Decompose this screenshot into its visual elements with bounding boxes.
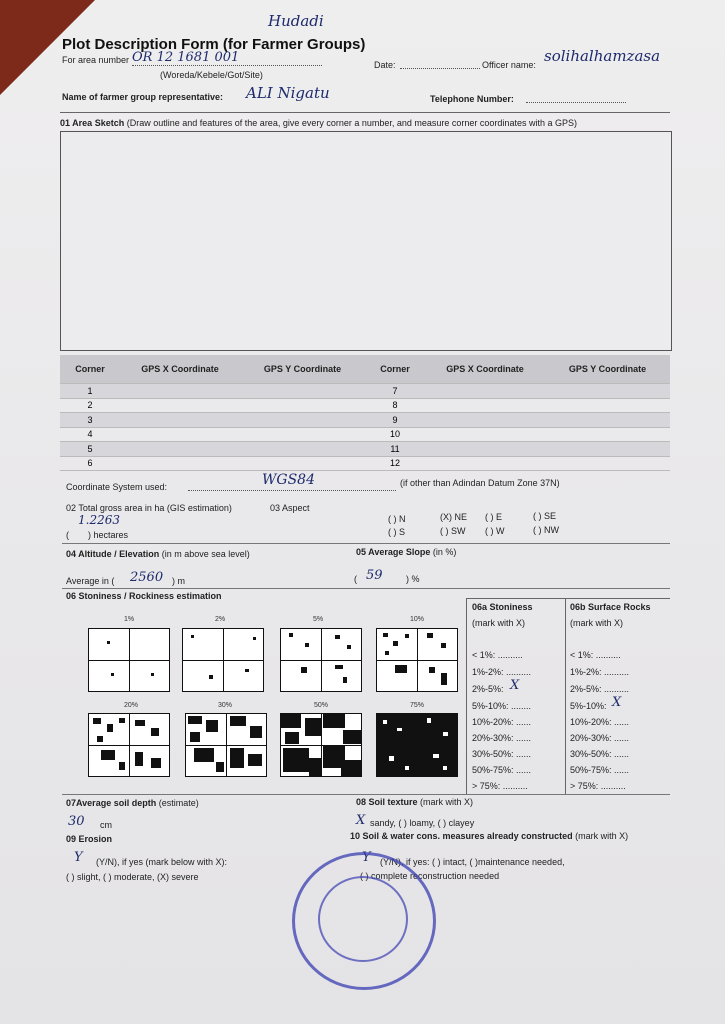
divider — [466, 598, 467, 794]
erosion-severity-options[interactable]: ( ) slight, ( ) moderate, (X) severe — [66, 872, 199, 882]
officer-name-label: Officer name: — [482, 60, 536, 70]
surface-rocks-option[interactable]: 5%-10%: — [570, 701, 607, 711]
stoniness-option[interactable]: 2%-5%: — [472, 684, 504, 694]
gps-y-cell[interactable] — [545, 456, 670, 471]
col-header-gps-x-right: GPS X Coordinate — [425, 355, 545, 384]
aspect-label: 03 Aspect — [270, 503, 310, 513]
surface-rocks-option[interactable]: 1%-2%: .......... — [570, 667, 630, 677]
divider — [565, 598, 566, 794]
gps-y-cell[interactable] — [545, 384, 670, 399]
coordinate-system-line — [188, 490, 396, 491]
soil-depth-label — [66, 798, 199, 808]
erosion-options-line1: (Y/N), if yes (mark below with X): — [96, 857, 228, 867]
gross-area-unit: ) hectares — [88, 530, 129, 540]
col-header-corner: Corner — [60, 355, 120, 384]
table-row — [60, 384, 670, 399]
soil-texture-mark[interactable]: X — [356, 813, 366, 828]
area-sketch-title: 01 Area Sketch — [60, 118, 125, 128]
divider — [62, 588, 670, 589]
col-header-corner-right: Corner — [365, 355, 425, 384]
soil-texture-label — [356, 797, 473, 807]
corner-number: 12 — [365, 456, 425, 471]
conservation-options-line2[interactable]: ( ) complete reconstruction needed — [360, 871, 500, 881]
surface-rocks-option[interactable]: < 1%: .......... — [570, 650, 621, 660]
surface-rocks-option[interactable]: 30%-50%: ...... — [570, 749, 630, 759]
table-row — [60, 398, 670, 413]
corner-number: 9 — [365, 413, 425, 428]
coordinate-system-note: (if other than Adindan Datum Zone 37N) — [400, 478, 560, 488]
conservation-value[interactable]: Y — [362, 850, 371, 865]
gross-area-label: 02 Total gross area in ha (GIS estimation) — [66, 503, 232, 513]
table-row — [60, 413, 670, 428]
stoniness-grid-20-percent — [88, 713, 170, 777]
telephone-field[interactable] — [526, 102, 626, 103]
stoniness-column-hint: (mark with X) — [472, 618, 526, 628]
conservation-title: 10 Soil & water cons. measures already constructed — [350, 831, 573, 841]
gps-y-cell[interactable] — [545, 413, 670, 428]
soil-depth-unit: cm — [100, 820, 112, 830]
date-label: Date: — [374, 60, 396, 70]
table-header-row — [60, 355, 670, 384]
official-stamp-inner-ring — [318, 876, 408, 962]
gps-x-cell[interactable] — [425, 456, 545, 471]
stoniness-grid-30-percent — [185, 713, 267, 777]
stoniness-option[interactable]: 20%-30%: ...... — [472, 733, 532, 743]
soil-depth-value[interactable]: 30 — [68, 814, 85, 829]
stoniness-option[interactable]: > 75%: .......... — [472, 781, 528, 791]
corner-number: 2 — [60, 398, 120, 413]
coordinate-table — [60, 355, 670, 471]
grid-label-50: 50% — [314, 702, 329, 709]
surface-rocks-column-hint: (mark with X) — [570, 618, 624, 628]
col-header-gps-y: GPS Y Coordinate — [240, 355, 365, 384]
gps-y-cell[interactable] — [240, 442, 365, 457]
aspect-s[interactable]: ( ) S — [388, 527, 405, 537]
gps-x-cell[interactable] — [425, 398, 545, 413]
representative-label: Name of farmer group representative: — [62, 92, 224, 102]
stoniness-mark[interactable]: X — [510, 678, 520, 693]
divider — [60, 112, 670, 113]
grid-label-2: 2% — [215, 616, 226, 623]
gps-x-cell[interactable] — [425, 442, 545, 457]
surface-rocks-mark[interactable]: X — [612, 695, 622, 710]
corner-number: 1 — [60, 384, 120, 399]
table-row — [60, 442, 670, 457]
aspect-w[interactable]: ( ) W — [485, 526, 505, 536]
gps-x-cell[interactable] — [120, 413, 240, 428]
conservation-options-line1[interactable]: (Y/N), if yes: ( ) intact, ( )maintenance needed, — [380, 857, 565, 867]
surface-rocks-option[interactable]: 50%-75%: ...... — [570, 765, 630, 775]
officer-name-value[interactable]: solihalhamzasa — [544, 47, 661, 65]
erosion-value[interactable]: Y — [74, 850, 83, 865]
slope-prefix: ( — [354, 574, 357, 584]
form-title: Plot Description Form (for Farmer Groups) — [62, 36, 366, 53]
stoniness-option[interactable]: 30%-50%: ...... — [472, 749, 532, 759]
gps-x-cell[interactable] — [120, 398, 240, 413]
soil-texture-hint: (mark with X) — [420, 797, 474, 807]
gps-x-cell[interactable] — [120, 384, 240, 399]
divider — [466, 598, 670, 599]
altitude-average-label: Average in ( — [66, 576, 115, 586]
gps-y-cell[interactable] — [240, 398, 365, 413]
stoniness-grid-2-percent — [182, 628, 264, 692]
stoniness-option[interactable]: < 1%: .......... — [472, 650, 523, 660]
altitude-average-value[interactable]: 2560 — [130, 570, 164, 585]
gps-y-cell[interactable] — [240, 427, 365, 442]
divider — [62, 794, 670, 795]
corner-number: 10 — [365, 427, 425, 442]
area-number-label: For area number — [62, 55, 130, 65]
aspect-sw[interactable]: ( ) SW — [440, 526, 466, 536]
grid-label-75: 75% — [410, 702, 425, 709]
grid-label-20: 20% — [124, 702, 139, 709]
stoniness-grid-50-percent — [280, 713, 362, 777]
surface-rocks-option[interactable]: 2%-5%: .......... — [570, 684, 630, 694]
gps-x-cell[interactable] — [120, 442, 240, 457]
slope-suffix: ) % — [406, 574, 420, 584]
corner-number: 11 — [365, 442, 425, 457]
gps-y-cell[interactable] — [240, 413, 365, 428]
area-number-value[interactable]: OR 12 1681 001 — [132, 50, 322, 66]
stoniness-column-title: 06a Stoniness — [472, 602, 533, 612]
gps-y-cell[interactable] — [240, 384, 365, 399]
gps-y-cell[interactable] — [240, 456, 365, 471]
representative-value[interactable]: ALI Nigatu — [246, 84, 330, 102]
corner-number: 6 — [60, 456, 120, 471]
corner-number: 7 — [365, 384, 425, 399]
altitude-title: 04 Altitude / Elevation — [66, 549, 160, 559]
aspect-n[interactable]: ( ) N — [388, 514, 406, 524]
stoniness-option[interactable]: 5%-10%: ........ — [472, 701, 532, 711]
altitude-unit-hint: (in m above sea level) — [161, 549, 250, 559]
corner-number: 5 — [60, 442, 120, 457]
gross-area-open-paren: ( — [66, 530, 69, 540]
aspect-nw[interactable]: ( ) NW — [533, 525, 559, 535]
coordinate-system-value[interactable]: WGS84 — [262, 472, 315, 488]
col-header-gps-x: GPS X Coordinate — [120, 355, 240, 384]
stoniness-option[interactable]: 10%-20%: ...... — [472, 717, 532, 727]
surface-rocks-option[interactable]: > 75%: .......... — [570, 781, 626, 791]
aspect-ne[interactable]: (X) NE — [440, 512, 467, 522]
stoniness-grid-10-percent — [376, 628, 458, 692]
gps-x-cell[interactable] — [425, 413, 545, 428]
area-sketch-label — [60, 118, 577, 128]
gross-area-value[interactable]: 1.2263 — [78, 513, 120, 527]
corner-number: 3 — [60, 413, 120, 428]
surface-rocks-column-title: 06b Surface Rocks — [570, 602, 651, 612]
soil-texture-options[interactable]: sandy, ( ) loamy, ( ) clayey — [370, 818, 475, 828]
grid-label-10: 10% — [410, 616, 425, 623]
gps-x-cell[interactable] — [425, 427, 545, 442]
grid-label-5: 5% — [313, 616, 324, 623]
gps-x-cell[interactable] — [120, 456, 240, 471]
altitude-label — [66, 549, 250, 559]
area-number-hint: (Woreda/Kebele/Got/Site) — [160, 70, 263, 80]
stoniness-grid-75-percent — [376, 713, 458, 777]
stoniness-grid-1-percent — [88, 628, 170, 692]
gps-x-cell[interactable] — [120, 427, 240, 442]
slope-unit-hint: (in %) — [432, 547, 457, 557]
date-field[interactable] — [400, 68, 480, 69]
telephone-label: Telephone Number: — [430, 94, 514, 104]
area-sketch-box[interactable] — [60, 131, 672, 351]
gps-x-cell[interactable] — [425, 384, 545, 399]
soil-depth-title: 07Average soil depth — [66, 798, 157, 808]
soil-texture-title: 08 Soil texture — [356, 797, 418, 807]
corner-number: 8 — [365, 398, 425, 413]
stoniness-option[interactable]: 1%-2%: .......... — [472, 667, 532, 677]
slope-value[interactable]: 59 — [366, 568, 383, 583]
col-header-gps-y-right: GPS Y Coordinate — [545, 355, 670, 384]
corner-number: 4 — [60, 427, 120, 442]
stoniness-grid-5-percent — [280, 628, 362, 692]
conservation-hint: (mark with X) — [575, 831, 629, 841]
gps-y-cell[interactable] — [545, 442, 670, 457]
altitude-average-unit: ) m — [172, 576, 185, 586]
grid-label-1: 1% — [124, 616, 135, 623]
soil-depth-hint: (estimate) — [158, 798, 199, 808]
area-sketch-instruction: (Draw outline and features of the area, give every corner a number, and measure corner coordinates with a GPS) — [126, 118, 577, 128]
grid-label-30: 30% — [218, 702, 233, 709]
surface-rocks-option[interactable]: 10%-20%: ...... — [570, 717, 630, 727]
coordinate-system-label: Coordinate System used: — [66, 482, 168, 492]
slope-title: 05 Average Slope — [356, 547, 431, 557]
conservation-label — [350, 831, 628, 841]
aspect-se[interactable]: ( ) SE — [533, 511, 557, 521]
table-row — [60, 427, 670, 442]
gps-y-cell[interactable] — [545, 427, 670, 442]
surface-rocks-option[interactable]: 20%-30%: ...... — [570, 733, 630, 743]
stoniness-option[interactable]: 50%-75%: ...... — [472, 765, 532, 775]
slope-label — [356, 547, 456, 557]
divider — [62, 543, 670, 544]
erosion-label: 09 Erosion — [66, 834, 113, 844]
aspect-e[interactable]: ( ) E — [485, 512, 502, 522]
table-row — [60, 456, 670, 471]
handwritten-area-name: Hudadi — [268, 12, 324, 30]
gps-y-cell[interactable] — [545, 398, 670, 413]
stoniness-section-label: 06 Stoniness / Rockiness estimation — [66, 591, 222, 601]
